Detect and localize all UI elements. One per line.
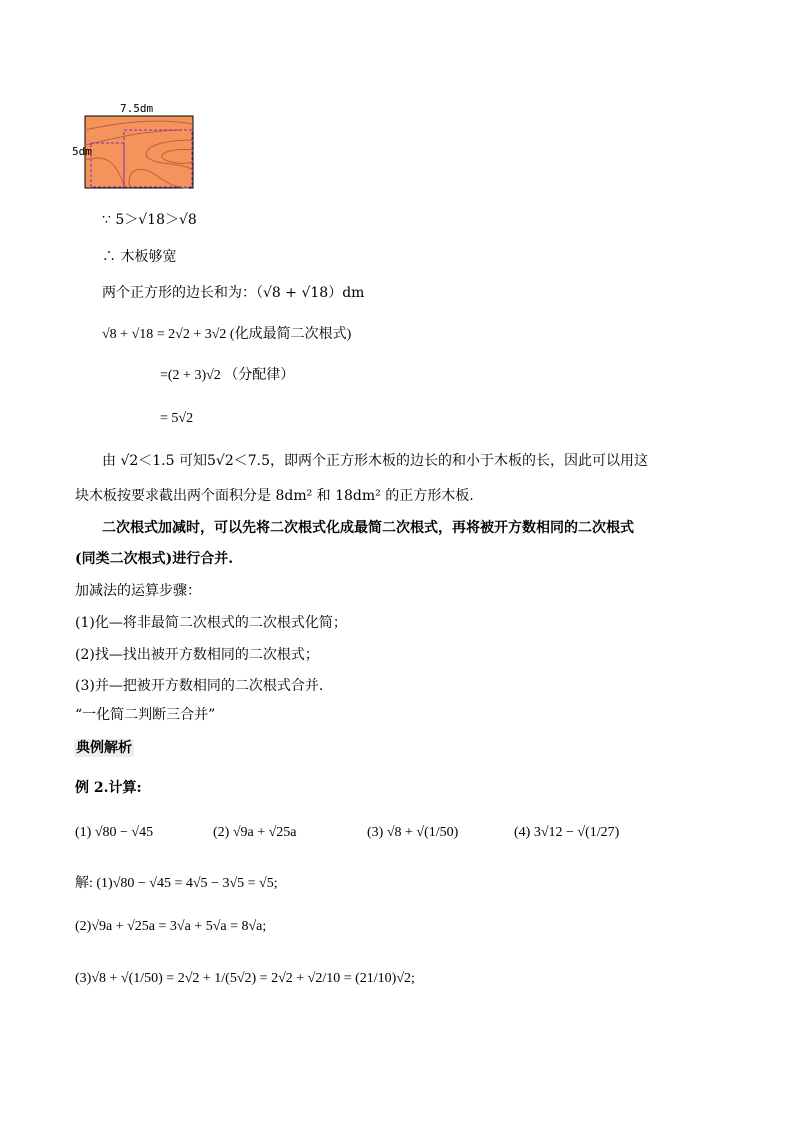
problem-2: (2) √9a + √25a [213,825,297,840]
calc-line-3: = 5√2 [160,411,194,426]
solution-1: 解: (1)√80 − √45 = 4√5 − 3√5 = √5; [75,876,278,891]
problem-4: (4) 3√12 − √(1/27) [514,825,620,840]
figure [70,100,210,195]
rule-line-2: (同类二次根式)进行合并. [75,551,234,567]
mnemonic: “一化简二判断三合并” [75,707,216,723]
therefore-line: ∴ 木板够宽 [102,249,177,265]
step-2: (2)找—找出被开方数相同的二次根式； [75,647,319,663]
section-title: 典例解析 [76,740,132,756]
steps-title: 加减法的运算步骤： [75,583,201,599]
calc-line-2: =(2 + 3)√2 （分配律） [160,368,295,383]
rule-line-1: 二次根式加减时，可以先将二次根式化成最简二次根式，再将被开方数相同的二次根式 [102,520,634,536]
solution-3: (3)√8 + √(1/50) = 2√2 + 1/(5√2) = 2√2 + √2/10 = (21/10)√2; [75,971,415,986]
step-1: (1)化—将非最简二次根式的二次根式化简； [75,615,347,631]
problem-3: (3) √8 + √(1/50) [367,825,459,840]
sum-line: 两个正方形的边长和为：（√8 + √18）dm [102,285,365,301]
solution-2: (2)√9a + √25a = 3√a + 5√a = 8√a; [75,919,267,934]
top-dimension-label: 7.5dm [120,102,154,115]
step-3: (3)并—把被开方数相同的二次根式合并. [75,678,324,694]
problem-1: (1) √80 − √45 [75,825,154,840]
because-line: ∵ 5＞√18＞√8 [102,212,197,228]
side-dimension-label: 5dm [72,145,92,158]
paragraph-line-2: 块木板按要求截出两个面积分是 8dm² 和 18dm² 的正方形木板. [75,488,474,504]
example-title: 例 2.计算: [75,780,142,796]
calc-line-1: √8 + √18 = 2√2 + 3√2 (化成最简二次根式) [102,327,352,342]
paragraph-line-1: 由 √2＜1.5 可知5√2＜7.5，即两个正方形木板的边长的和小于木板的长，因此可以用这 [102,453,648,469]
